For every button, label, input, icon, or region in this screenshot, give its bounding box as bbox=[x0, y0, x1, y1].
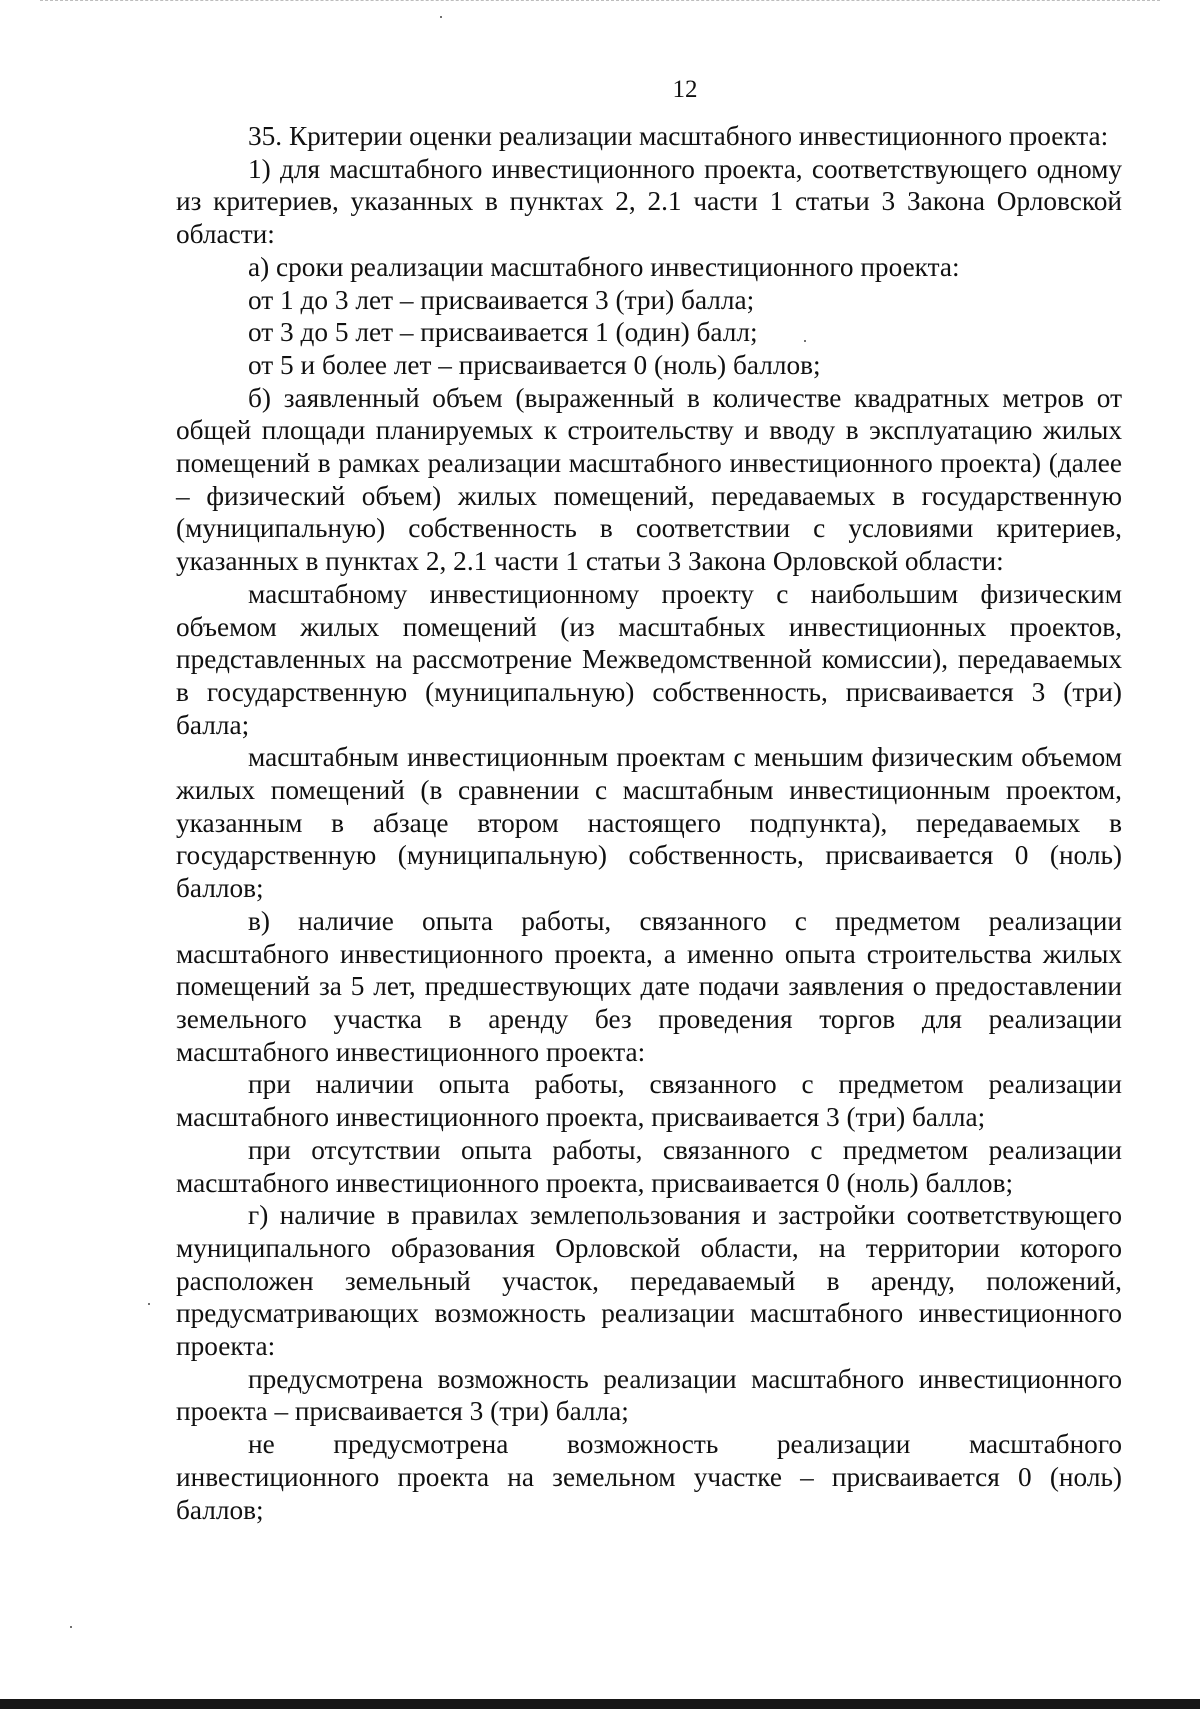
scan-top-edge bbox=[40, 0, 1160, 1]
paragraph-subitem-v: в) наличие опыта работы, связанного с предметом реализации масштабного инвестиционного проекта, а именно опыта строительства жилых помещений за 5 лет, предшествующих дате подачи заявления о предоставлении земельного участка в аренду без проведения торгов для реализации масштабного инвестиционного проекта: bbox=[176, 905, 1122, 1067]
paragraph-possibility-not-provided: не предусмотрена возможность реализации масштабного инвестиционного проекта на земельном участке – присваивается 0 (ноль) баллов; bbox=[176, 1429, 1122, 1525]
paragraph-largest-volume: масштабному инвестиционному проекту с наибольшим физическим объемом жилых помещений (из масштабных инвестиционных проектов, представленных на рассмотрение Межведомственной комиссии), передаваемых в государственную (муниципальную) собственность, присваивается 3 (три) балла; bbox=[176, 578, 1122, 740]
scan-speck bbox=[440, 16, 442, 18]
paragraph-term-5-plus: от 5 и более лет – присваивается 0 (ноль) баллов; bbox=[248, 349, 821, 380]
paragraph-35-heading: 35. Критерии оценки реализации масштабного инвестиционного проекта: bbox=[248, 121, 1109, 151]
scan-speck bbox=[804, 340, 806, 342]
document-body bbox=[176, 120, 1122, 1526]
scan-bottom-edge bbox=[0, 1699, 1200, 1709]
scan-speck bbox=[148, 1303, 150, 1305]
paragraph-subitem-b: б) заявленный объем (выраженный в количестве квадратных метров от общей площади планируемых к строительству и вводу в эксплуатацию жилых помещений в рамках реализации масштабного инвестиционного проекта) (далее – физический объем) жилых помещений, передаваемых в государственную (муниципальную) собственность в соответствии с условиями критериев, указанных в пунктах 2, 2.1 части 1 статьи 3 Закона Орловской области: bbox=[176, 382, 1122, 577]
paragraph-experience-absent: при отсутствии опыта работы, связанного с предметом реализации масштабного инвестиционного проекта, присваивается 0 (ноль) баллов; bbox=[176, 1134, 1122, 1198]
scan-speck bbox=[70, 1626, 72, 1628]
paragraph-smaller-volume: масштабным инвестиционным проектам с меньшим физическим объемом жилых помещений (в сравнении с масштабным инвестиционным проектом, указанным в абзаце втором настоящего подпункта), передаваемых в государственную (муниципальную) собственность, присваивается 0 (ноль) баллов; bbox=[176, 742, 1122, 904]
paragraph-subitem-1: 1) для масштабного инвестиционного проекта, соответствующего одному из критериев, указанных в пунктах 2, 2.1 части 1 статьи 3 Закона Орловской области: bbox=[176, 153, 1122, 250]
paragraph-term-1-3: от 1 до 3 лет – присваивается 3 (три) балла; bbox=[248, 284, 755, 315]
paragraph-experience-present: при наличии опыта работы, связанного с предметом реализации масштабного инвестиционного проекта, присваивается 3 (три) балла; bbox=[176, 1069, 1122, 1133]
paragraph-subitem-g: г) наличие в правилах землепользования и застройки соответствующего муниципального образования Орловской области, на территории которого расположен земельный участок, передаваемый в аренду, положений, предусматривающих возможность реализации масштабного инвестиционного проекта: bbox=[176, 1200, 1122, 1362]
paragraph-term-3-5: от 3 до 5 лет – присваивается 1 (один) балл; bbox=[248, 317, 758, 348]
page-number: 12 bbox=[672, 76, 698, 103]
paragraph-possibility-provided: предусмотрена возможность реализации масштабного инвестиционного проекта – присваивается 3 (три) балла; bbox=[176, 1363, 1122, 1427]
paragraph-subitem-a: а) сроки реализации масштабного инвестиционного проекта: bbox=[248, 251, 960, 282]
